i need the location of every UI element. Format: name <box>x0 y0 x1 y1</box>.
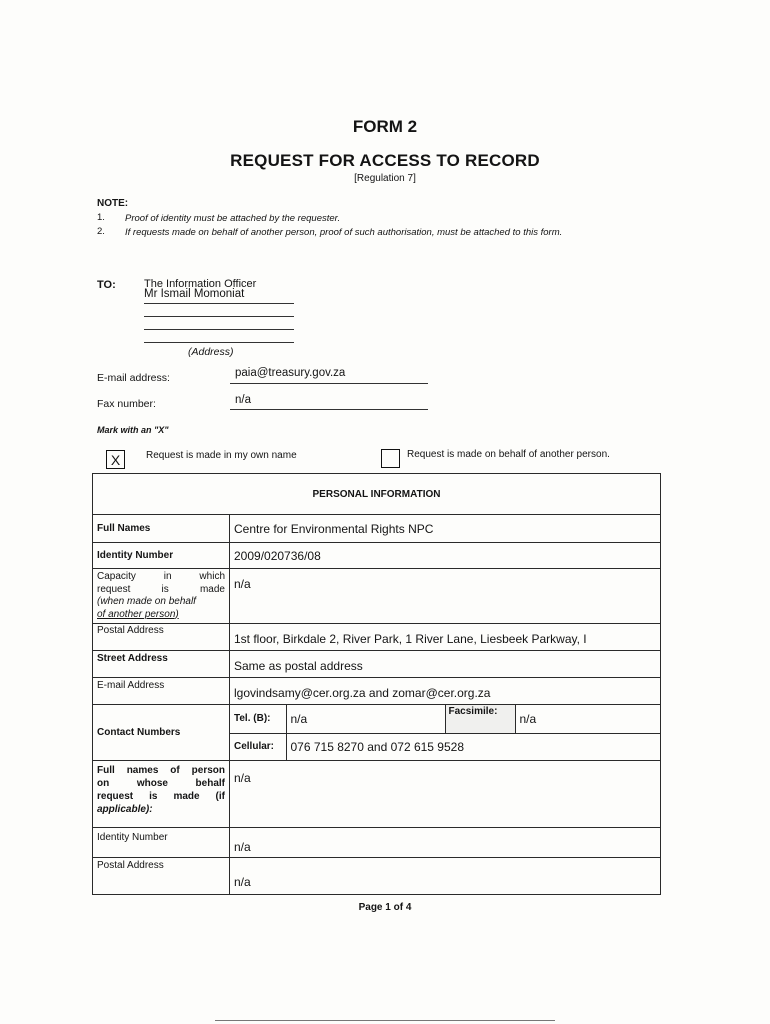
table-row <box>93 828 661 858</box>
recipient-title: The Information Officer <box>144 278 257 290</box>
own-name-label: Request is made in my own name <box>146 450 297 461</box>
contact-numbers-table <box>230 705 660 760</box>
identity-number-label: Identity Number <box>93 543 230 569</box>
note-item-number: 1. <box>97 212 105 223</box>
recipient-name: Mr Ismail Momoniat <box>144 288 245 300</box>
address-line <box>144 316 294 317</box>
capacity-label-line: request is made <box>97 583 225 595</box>
capacity-label-line: Capacity in which <box>97 571 225 582</box>
page-number: Page 1 of 4 <box>358 902 412 913</box>
postal-address-value: 1st floor, Birkdale 2, River Park, 1 River Lane, Liesbeek Parkway, I <box>230 624 661 651</box>
email-underline <box>230 383 428 384</box>
to-label: TO: <box>97 279 116 291</box>
table-row <box>93 474 661 515</box>
table-row <box>93 543 661 569</box>
capacity-label <box>93 569 230 624</box>
email-value: paia@treasury.gov.za <box>235 367 346 379</box>
postal-address-2-label: Postal Address <box>93 858 230 895</box>
identity-number-2-label: Identity Number <box>93 828 230 858</box>
postal-address-2-value: n/a <box>230 858 661 895</box>
behalf-checkbox[interactable] <box>381 449 400 468</box>
table-row <box>93 705 661 761</box>
full-names-label: Full Names <box>93 515 230 543</box>
fax-value: n/a <box>235 394 251 406</box>
full-names-value: Centre for Environmental Rights NPC <box>230 515 661 543</box>
behalf-label: Request is made on behalf of another person. <box>407 449 610 460</box>
table-row <box>93 624 661 651</box>
table-row <box>93 678 661 705</box>
fax-underline <box>230 409 428 410</box>
fax-label: Fax number: <box>97 398 156 410</box>
tel-label: Tel. (B): <box>230 705 286 733</box>
behalf-person-value: n/a <box>230 761 661 828</box>
mark-instruction: Mark with an "X" <box>97 425 169 435</box>
table-row <box>230 705 660 733</box>
capacity-label-line: of another person) <box>97 608 179 620</box>
tel-value: n/a <box>290 711 308 726</box>
scan-edge-line <box>215 1020 555 1021</box>
personal-information-heading: PERSONAL INFORMATION <box>93 474 661 515</box>
address-line <box>144 329 294 330</box>
table-row <box>230 733 660 760</box>
facsimile-value: n/a <box>519 711 537 726</box>
form-number: FORM 2 <box>352 117 418 136</box>
email-address-value: lgovindsamy@cer.org.za and zomar@cer.org.za <box>230 678 661 705</box>
postal-address-label: Postal Address <box>93 624 230 651</box>
behalf-label-line: applicable): <box>97 804 153 815</box>
table-row <box>93 761 661 828</box>
cellular-label: Cellular: <box>230 733 286 760</box>
behalf-label-line: request is made (if <box>97 791 225 802</box>
address-line <box>144 303 294 304</box>
email-label: E-mail address: <box>97 372 170 384</box>
email-address-label: E-mail Address <box>93 678 230 705</box>
table-row <box>93 569 661 624</box>
contact-numbers-label: Contact Numbers <box>93 705 230 761</box>
facsimile-label: Facsimile: <box>445 705 515 733</box>
capacity-label-line: (when made on behalf <box>97 596 196 607</box>
behalf-person-label <box>93 761 230 828</box>
table-row <box>93 858 661 895</box>
note-item-number: 2. <box>97 226 105 237</box>
address-line <box>144 342 294 343</box>
identity-number-2-value: n/a <box>230 828 661 858</box>
form-title: REQUEST FOR ACCESS TO RECORD <box>230 151 540 170</box>
personal-information-table <box>92 473 661 895</box>
cellular-value: 076 715 8270 and 072 615 9528 <box>286 733 660 760</box>
behalf-label-line: on whose behalf <box>97 778 225 789</box>
behalf-label-line: Full names of person <box>97 765 225 776</box>
own-name-checkbox[interactable]: X <box>106 450 125 469</box>
capacity-value: n/a <box>230 569 661 624</box>
address-caption: (Address) <box>188 346 234 358</box>
table-row <box>93 515 661 543</box>
note-item-text: If requests made on behalf of another person, proof of such authorisation, must be attached to this form. <box>125 227 563 238</box>
note-item-2 <box>97 226 685 239</box>
identity-number-value: 2009/020736/08 <box>230 543 661 569</box>
note-item-1 <box>97 212 685 225</box>
note-item-text: Proof of identity must be attached by the requester. <box>125 213 341 224</box>
regulation-reference: [Regulation 7] <box>354 173 416 184</box>
table-row <box>93 651 661 678</box>
contact-numbers-cell <box>230 705 661 761</box>
street-address-value: Same as postal address <box>230 651 661 678</box>
note-heading: NOTE: <box>97 198 129 209</box>
street-address-label: Street Address <box>93 651 230 678</box>
